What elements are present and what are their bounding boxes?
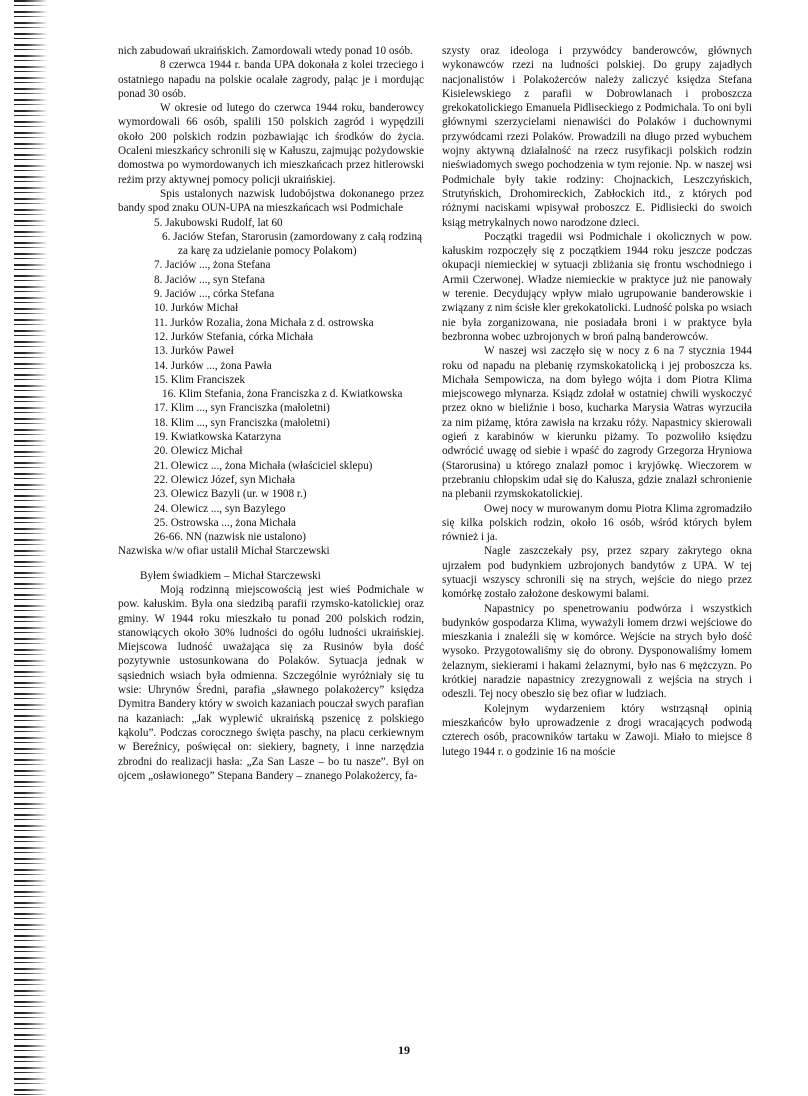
- left-column: [118, 44, 424, 783]
- victim-list-intro: Spis ustalonych nazwisk ludobójstwa dokonanego przez bandy spod znaku OUN-UPA na mieszkańcach wsi Podmichale: [118, 187, 424, 215]
- list-item: 16. Klim Stefania, żona Franciszka z d. Kwiatkowska: [162, 388, 403, 401]
- list-item: 5. Jakubowski Rudolf, lat 60: [154, 216, 283, 229]
- paragraph: szysty oraz ideologa i przywódcy banderowców, głównych wykonawców rzezi na ludności polskiej. Do grupy zajadłych nacjonalistów i Polakożerców należy zaliczyć księdza Stefana Kisielewskiego z parafii w Dobrowlanach i proboszcza grekokatolickiego Emanuela Pidliseckiego z Podmichala. To oni byli głównymi szerzycielami nienawiści do Polaków i duchownymi przywódcami rzezi Polaków. Prowadzili na długo przed wybuchem wojny aktywną działalność na rzecz rusyfikacji polskich rodzin nieświadomych swego pochodzenia w tym rejonie. Np. w naszej wsi Podmichale były takie rodziny: Chojnackich, Leszczyńskich, Strutyńskich, Drohomireckich, Zabłockich itd., z których pod różnymi naciskami wpisywał proboszcz E. Pidlisiecki do swoich ksiąg metrykalnych nowo narodzone dzieci.: [442, 45, 752, 229]
- paragraph: W okresie od lutego do czerwca 1944 roku, banderowcy wymordowali 66 osób, spalili 150 polskich zagród i wypędzili około 200 polskich rodzin pozbawiając ich środków do życia. Ocaleni mieszkańcy schronili się w Kałuszu, zajmując pożydowskie domostwa po wymordowanych ich mieszkańcach przez hitlerowski reżim przy aktywnej pomocy policji ukraińskiej.: [118, 102, 424, 186]
- paragraph: 8 czerwca 1944 r. banda UPA dokonała z kolei trzeciego i ostatniego napadu na polskie ocalałe zagrody, paląc je i mordując ponad 30 osób.: [118, 59, 424, 100]
- list-item: 9. Jaciów ..., córka Stefana: [154, 288, 275, 301]
- list-item: 17. Klim ..., syn Franciszka (małoletni): [154, 402, 330, 415]
- list-item: 25. Ostrowska ..., żona Michała: [154, 516, 296, 529]
- paragraph: nich zabudowań ukraińskich. Zamordowali wtedy ponad 10 osób.: [118, 45, 413, 57]
- page-number: 19: [398, 1043, 410, 1057]
- list-item: 8. Jaciów ..., syn Stefana: [154, 273, 265, 286]
- list-item: 14. Jurków ..., żona Pawła: [154, 359, 272, 372]
- paragraph: Nagle zaszczekały psy, przez szpary zakrytego okna ujrzałem pod budynkiem uzbrojonych bandytów z UPA. W tej sytuacji wszyscy schronili się na strych, wejście do niego przez komórkę zostało założone deskowymi balami.: [442, 545, 752, 601]
- list-item: 21. Olewicz ..., żona Michała (właściciel sklepu): [154, 459, 373, 472]
- scan-binding-edge: [0, 0, 58, 1096]
- section-heading: Byłem świadkiem – Michał Starczewski: [140, 569, 321, 582]
- paragraph: Owej nocy w murowanym domu Piotra Klima zgromadziło się kilka polskich rodzin, około 16 osób, wśród których byłem również i ja.: [442, 502, 752, 544]
- list-item: 18. Klim ..., syn Franciszka (małoletni): [154, 416, 330, 429]
- list-item: 11. Jurków Rozalia, żona Michała z d. ostrowska: [154, 316, 374, 329]
- victim-list: [118, 216, 424, 545]
- list-item: 23. Olewicz Bazyli (ur. w 1908 r.): [154, 488, 307, 501]
- list-item: 10. Jurków Michał: [154, 302, 239, 315]
- list-item: 7. Jaciów ..., żona Stefana: [154, 259, 271, 272]
- right-column: [442, 44, 752, 759]
- list-item: 26-66. NN (nazwisk nie ustalono): [154, 531, 306, 544]
- list-item: 22. Olewicz Józef, syn Michała: [154, 473, 296, 486]
- list-item: 6. Jaciów Stefan, Starorusin (zamordowany z całą rodziną za karę za udzielanie pomocy Polakom): [162, 230, 423, 258]
- paragraph: W naszej wsi zaczęło się w nocy z 6 na 7 stycznia 1944 roku od napadu na plebanię rzymskokatolicką i jej proboszcza ks. Michała Sempowicza, na dom byłego wójta i dom Piotra Klima miejscowego młynarza. Ksiądz zdołał w ostatniej chwili wyskoczyć przez okno w bieliźnie i boso, kucharka Marysia Watras wyrzuciła za nim piżamę, która zawisła na krzaku róży. Napastnicy skierowali ogień z karabinów w kierunku piżamy. To pozwoliło księdzu odwrócić uwagę od siebie i wpaść do zagrody Grzegorza Hryniowa (Starorusina) u którego znalazł pomoc i kryjówkę. Wieczorem w przebraniu chłopskim udał się do Kałusza, gdzie znalazł schronienie na plebanii rzymskokatolickiej.: [442, 345, 752, 501]
- list-item: 20. Olewicz Michał: [154, 445, 243, 458]
- list-item: 15. Klim Franciszek: [154, 373, 246, 386]
- paragraph: Napastnicy po spenetrowaniu podwórza i wszystkich budynków gospodarza Klima, wyważyli łomem drzwi wejściowe do mieszkania i znaleźli się w komórce. Wejście na strych było dość wysoko. Przygotowaliśmy się do obrony. Dysponowaliśmy łomem żelaznym, siekierami i hakami żelaznymi, było nas 6 mężczyzn. Po krótkiej naradzie napastnicy zrezygnowali z wejścia na strych i odeszli. Tej nocy obeszło się bez ofiar w ludziach.: [442, 602, 752, 701]
- list-item: 13. Jurków Paweł: [154, 345, 234, 358]
- paragraph: Kolejnym wydarzeniem który wstrząsnął opinią mieszkańców było uprowadzenie z drogi wracających podwodą czterech osób, pracowników tartaku w Zawoji. Miało to miejsce 8 lutego 1944 r. o godzinie 16 na moście: [442, 702, 752, 758]
- paragraph: Początki tragedii wsi Podmichale i okolicznych w pow. kałuskim rozpoczęły się z początkiem 1944 roku jeszcze podczas okupacji niemieckiej w sytuacji zbliżania się frontu wschodniego i Armii Czerwonej. Władze niemieckie w praktyce już nie panowały w terenie. Decydujący wpływ miało ugrupowanie banderowskie i związany z nim ścisłe kler grekokatolicki. Ludność polska po wsiach nie była zorganizowana, nie posiadała broni i w praktyce była bezbronna wobec uzbrojonych w broń palną banderowców.: [442, 230, 752, 343]
- list-item: 19. Kwiatkowska Katarzyna: [154, 431, 282, 444]
- paragraph: Moją rodzinną miejscowością jest wieś Podmichale w pow. kałuskim. Była ona siedzibą parafii rzymsko-katolickiej oraz gminy. W 1944 roku mieszkało tu ponad 200 polskich rodzin, stanowiących około 30% ludności do ogółu ludności ukraińskiej. Miejscowa ludność uważająca się za Rusinów była dość pozytywnie ustosunkowana do Polaków. Sytuacja jednak w sąsiednich wsiach była odmienna. Szczególnie wyróżniały się tu wsie: Uhrynów Średni, parafia „sławnego polakożercy” księdza Dymitra Bandery który w swoich kazaniach pouczał swych parafian na kazaniach: „Jak wyplewić ukraińską pszenicę z polskiego kąkolu”. Podczas corocznego święta paschy, na placu cerkiewnym w Bereźnicy, poświęcał on: siekiery, bagnety, i inne narzędzia zbrodni do realizacji hasła: „Za San Lasze – bo tu nasze”. Był on ojcem „osławionego” Stepana Bandery – znanego Polakożercy, fa-: [118, 583, 424, 782]
- list-source-note: Nazwiska w/w ofiar ustalił Michał Starczewski: [118, 545, 330, 558]
- list-item: 24. Olewicz ..., syn Bazylego: [154, 502, 286, 515]
- list-item: 12. Jurków Stefania, córka Michała: [154, 330, 314, 343]
